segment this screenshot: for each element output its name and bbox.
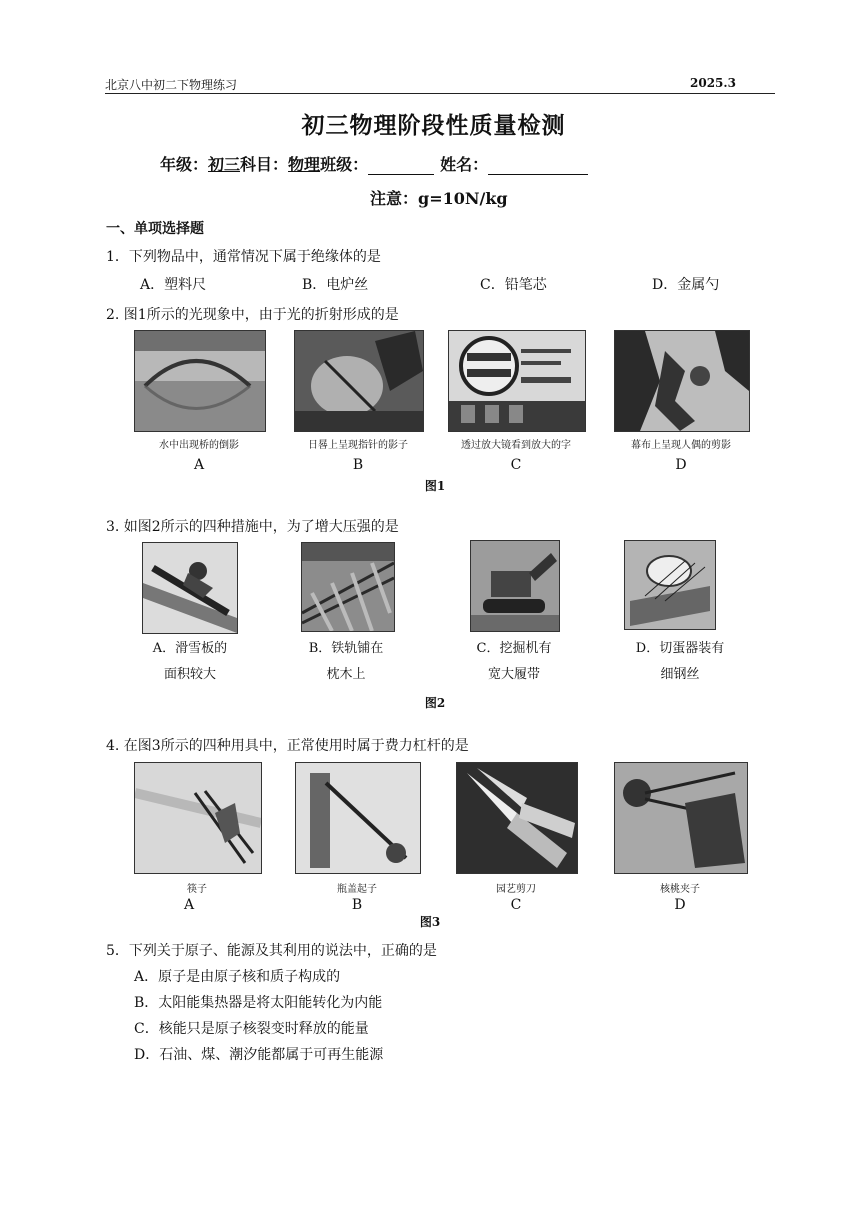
subject-label: 科目：: [240, 155, 289, 174]
q4-caption-c: 园艺剪刀: [496, 884, 536, 895]
q2-stem: 2. 图1所示的光现象中，由于光的折射形成的是: [106, 307, 399, 323]
q3-option-c: [444, 636, 584, 688]
q4-letter-c: C: [510, 897, 522, 913]
q4-caption-a: 筷子: [187, 884, 207, 895]
photo-bottle-opener: [295, 762, 421, 874]
name-label: 姓名：: [440, 155, 489, 174]
grade-value: 初三: [208, 155, 241, 174]
q3-option-c-line2: 宽大履带: [487, 667, 540, 682]
note-line: 注意：g=10N/kg: [370, 189, 508, 208]
section-heading: 一、单项选择题: [106, 221, 204, 237]
q5-option-d: D．石油、煤、潮汐能都属于可再生能源: [134, 1047, 384, 1063]
q1-option-a: A．塑料尺: [140, 277, 207, 293]
q4-stem: 4. 在图3所示的四种用具中，正常使用时属于费力杠杆的是: [106, 738, 469, 754]
q1-option-b: B．电炉丝: [302, 277, 369, 293]
photo-sundial-shadow: [294, 330, 424, 432]
q3-option-b-line2: 枕木上: [326, 667, 366, 682]
q3-option-c-line1: C．挖掘机有: [476, 641, 552, 656]
q3-option-a-line1: A．滑雪板的: [152, 641, 228, 656]
q5-option-c: C．核能只是原子核裂变时释放的能量: [134, 1021, 369, 1037]
q5-option-a: A．原子是由原子核和质子构成的: [134, 969, 341, 985]
q3-option-a: [120, 636, 260, 688]
class-field[interactable]: [368, 158, 434, 175]
q5-stem: 5．下列关于原子、能源及其利用的说法中，正确的是: [106, 943, 437, 959]
q3-option-b: [276, 636, 416, 688]
photo-garden-shears: [456, 762, 578, 874]
photo-egg-slicer: [624, 540, 716, 630]
q1-option-d: D．金属勺: [652, 277, 720, 293]
q3-option-b-line1: B．铁轨铺在: [308, 641, 384, 656]
q2-caption-d: 幕布上呈现人偶的剪影: [631, 440, 731, 451]
q4-letter-d: D: [674, 897, 686, 913]
q1-option-c: C．铅笔芯: [480, 277, 547, 293]
photo-bridge-reflection: [134, 330, 266, 432]
q4-caption-b: 瓶盖起子: [337, 884, 377, 895]
name-field[interactable]: [488, 158, 588, 175]
exam-info-line: [160, 152, 588, 175]
grade-label: 年级：: [160, 155, 209, 174]
class-label: 班级：: [320, 155, 369, 174]
q3-option-d-line1: D．切蛋器装有: [635, 641, 725, 656]
q2-caption-b: 日晷上呈现指针的影子: [308, 440, 408, 451]
figure-3-label: 图3: [419, 915, 441, 929]
q2-letter-a: A: [193, 457, 205, 473]
q4-letter-a: A: [183, 897, 195, 913]
q2-caption-c: 透过放大镜看到放大的字: [461, 440, 571, 451]
q2-letter-d: D: [675, 457, 687, 473]
q4-caption-d: 核桃夹子: [660, 884, 700, 895]
q1-stem: 1．下列物品中，通常情况下属于绝缘体的是: [106, 249, 381, 265]
photo-snowboard: [142, 542, 238, 634]
q3-option-d-line2: 细钢丝: [660, 667, 700, 682]
photo-rail-sleepers: [301, 542, 395, 632]
header-date: 2025.3: [690, 76, 736, 90]
header-left-text: 北京八中初二下物理练习: [105, 78, 238, 92]
q3-stem: 3. 如图2所示的四种措施中，为了增大压强的是: [106, 519, 399, 535]
photo-chopsticks: [134, 762, 262, 874]
q4-letter-b: B: [351, 897, 363, 913]
q2-caption-a: 水中出现桥的倒影: [159, 440, 239, 451]
figure-2-label: 图2: [424, 696, 446, 710]
q2-letter-b: B: [352, 457, 364, 473]
page-title: 初三物理阶段性质量检测: [301, 112, 566, 139]
q2-letter-c: C: [510, 457, 522, 473]
q5-option-b: B．太阳能集热器是将太阳能转化为内能: [134, 995, 383, 1011]
header-rule: [105, 93, 775, 94]
photo-nutcracker: [614, 762, 748, 874]
photo-excavator: [470, 540, 560, 632]
photo-shadow-puppet: [614, 330, 750, 432]
q3-option-d: [610, 636, 750, 688]
subject-value: 物理: [288, 155, 321, 174]
photo-magnifier-text: [448, 330, 586, 432]
figure-1-label: 图1: [424, 479, 446, 493]
q3-option-a-line2: 面积较大: [163, 667, 216, 682]
